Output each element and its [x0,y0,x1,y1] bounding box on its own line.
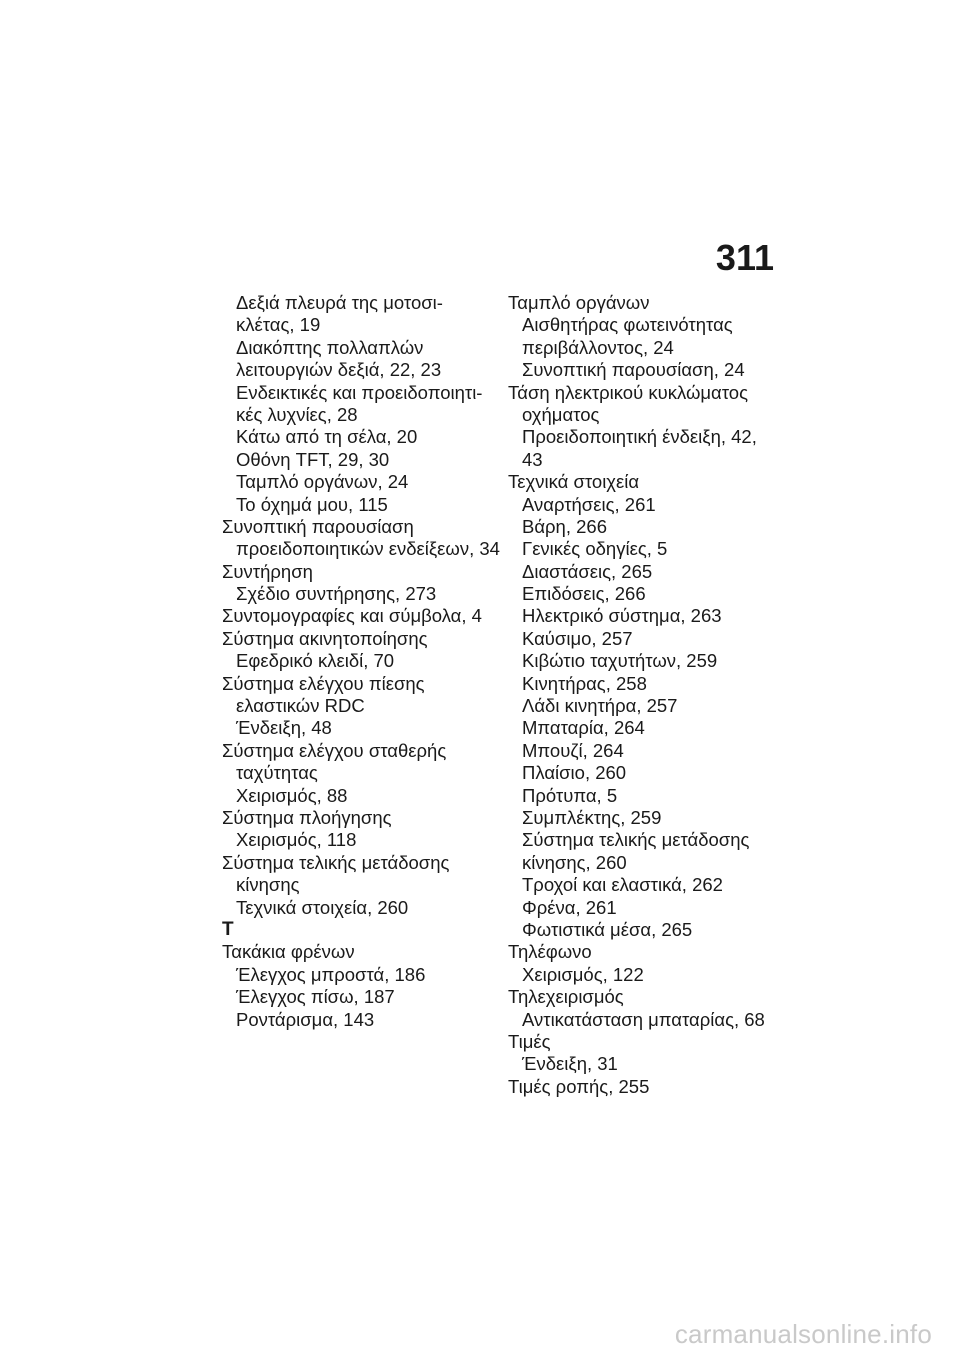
index-subentry: Κινητήρας, 258 [522,672,647,694]
index-column-right [508,292,788,1098]
index-subentry: Δεξιά πλευρά της μοτοσι- [236,292,443,313]
index-entry: Τεχνικά στοιχεία [508,471,640,493]
index-subentry: Έλεγχος μπροστά, 186 [236,963,426,985]
index-subentry: Χειρισμός, 88 [236,784,348,806]
index-subentry: Φωτιστικά μέσα, 265 [522,918,693,940]
index-subentry: Ένδειξη, 31 [522,1053,618,1075]
index-subentry: κίνησης, 260 [522,851,627,873]
index-subentry: Ενδεικτικές και προειδοποιητι- [236,381,483,403]
index-subentry: Εφεδρικό κλειδί, 70 [236,650,395,672]
index-subentry: Φρένα, 261 [522,896,617,918]
index-entry: Τάση ηλεκτρικού κυκλώματος [508,381,748,403]
index-subentry: Έλεγχος πίσω, 187 [236,986,395,1008]
index-entry: Τιμές [508,1030,551,1052]
index-subentry: Αισθητήρας φωτεινότητας [522,314,733,336]
index-entry: Σύστημα ακινητοποίησης [222,627,428,649]
index-subentry: Ταμπλό οργάνων, 24 [236,471,409,493]
index-subentry: Επιδόσεις, 266 [522,583,646,605]
index-subentry: Πλαίσιο, 260 [522,762,627,784]
index-subentry: κίνησης [236,874,300,896]
index-subentry: Διακόπτης πολλαπλών [236,336,424,358]
index-subentry: 43 [522,448,543,470]
watermark: carmanualsonline.info [674,1319,932,1349]
index-entry: Τιμές ροπής, 255 [508,1075,650,1097]
index-subentry: λειτουργιών δεξιά, 22, 23 [236,359,442,381]
index-entry: Συνοπτική παρουσίαση [222,515,414,537]
index-subentry: Καύσιμο, 257 [522,627,633,649]
index-subentry: Μπαταρία, 264 [522,717,645,739]
index-subentry: ταχύτητας [236,762,318,784]
index-subentry: Μπουζί, 264 [522,739,624,761]
index-subentry: Ηλεκτρικό σύστημα, 263 [522,605,722,627]
index-subentry: Γενικές οδηγίες, 5 [522,538,668,560]
index-subentry: Βάρη, 266 [522,515,607,537]
index-entry: Συντήρηση [222,560,313,582]
index-subentry: Σχέδιο συντήρησης, 273 [236,583,437,605]
index-entry: Τηλεχειρισμός [508,986,624,1008]
index-subentry: προειδοποιητικών ενδείξεων, 34 [236,538,500,560]
index-column-left [222,292,500,1031]
index-subentry: Ροντάρισμα, 143 [236,1008,375,1030]
index-subentry: Κάτω από τη σέλα, 20 [236,426,418,448]
index-subentry: Συνοπτική παρουσίαση, 24 [522,359,745,381]
index-entry: Ταμπλό οργάνων [508,292,650,313]
index-subentry: Το όχημά μου, 115 [236,493,388,515]
index-subentry: Αντικατάσταση μπαταρίας, 68 [522,1008,765,1030]
index-letter-heading: T [222,918,234,940]
index-entry: Τηλέφωνο [508,941,592,963]
page-number: 311 [715,237,774,278]
index-subentry: Αναρτήσεις, 261 [522,493,656,515]
index-subentry: Σύστημα τελικής μετάδοσης [522,829,750,851]
index-subentry: Συμπλέκτης, 259 [522,806,662,828]
index-subentry: περιβάλλοντος, 24 [522,336,674,358]
index-entry: Σύστημα τελικής μετάδοσης [222,851,450,873]
index-subentry: Ένδειξη, 48 [236,717,332,739]
index-entry: Σύστημα πλοήγησης [222,806,392,828]
index-subentry: Χειρισμός, 122 [522,963,644,985]
index-subentry: κές λυχνίες, 28 [236,403,358,425]
index-entry: Συντομογραφίες και σύμβολα, 4 [222,605,482,627]
index-subentry: κλέτας, 19 [236,314,321,336]
index-subentry: οχήματος [522,403,600,425]
index-subentry: Διαστάσεις, 265 [522,560,653,582]
index-subentry: Οθόνη TFT, 29, 30 [236,448,390,470]
index-subentry: Τεχνικά στοιχεία, 260 [236,896,409,918]
index-subentry: Κιβώτιο ταχυτήτων, 259 [522,650,718,672]
index-subentry: Πρότυπα, 5 [522,784,618,806]
index-entry: Σύστημα ελέγχου πίεσης [222,672,425,694]
index-subentry: ελαστικών RDC [236,695,365,717]
index-entry: Τακάκια φρένων [222,941,355,963]
index-subentry: Τροχοί και ελαστικά, 262 [522,874,723,896]
index-entry: Σύστημα ελέγχου σταθερής [222,739,447,761]
index-subentry: Λάδι κινητήρα, 257 [522,695,678,717]
index-subentry: Προειδοποιητική ένδειξη, 42, [522,426,757,448]
index-subentry: Χειρισμός, 118 [236,829,357,851]
